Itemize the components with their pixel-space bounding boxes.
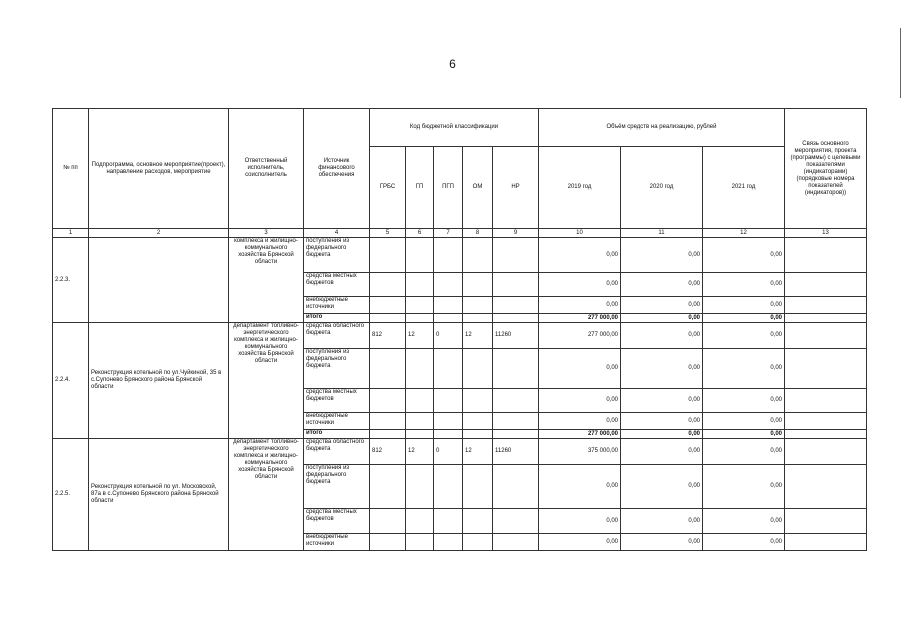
amount-2020: 0,00 [621,314,703,323]
code-grbs [370,465,406,509]
amount-2020: 0,00 [621,413,703,430]
code-gp [406,430,434,439]
indicator-link [785,314,867,323]
item-number: 2.2.5. [53,439,89,551]
header-grbs: ГРБС [370,147,406,229]
code-om [463,314,493,323]
amount-2019: 277 000,00 [539,430,621,439]
code-pgp [434,349,463,389]
code-om [463,389,493,413]
amount-2021: 0,00 [703,349,785,389]
amount-2021: 0,00 [703,430,785,439]
funding-source: итого [304,314,370,323]
indicator-link [785,413,867,430]
header-program: Подпрограмма, основное мероприятие(проект), направление расходов, мероприятие [89,109,229,229]
table-header [53,109,867,238]
responsible-executor: департамент топливно-энергетического комплекса и жилищно-коммунального хозяйства Брянской области [229,323,304,439]
amount-2021: 0,00 [703,314,785,323]
code-pgp [434,238,463,273]
code-nr: 11260 [493,439,539,465]
indicator-link [785,323,867,349]
code-nr [493,465,539,509]
amount-2019: 277 000,00 [539,323,621,349]
amount-2021: 0,00 [703,297,785,314]
table-row [53,439,867,465]
code-om [463,509,493,534]
amount-2021: 0,00 [703,413,785,430]
amount-2019: 0,00 [539,413,621,430]
code-nr [493,509,539,534]
code-om [463,465,493,509]
funding-source: средства областного бюджета [304,323,370,349]
funding-source: внебюджетные источники [304,297,370,314]
amount-2021: 0,00 [703,273,785,297]
code-grbs [370,534,406,551]
code-nr [493,413,539,430]
indicator-link [785,389,867,413]
program-name [89,238,229,323]
code-nr [493,297,539,314]
code-grbs: 812 [370,323,406,349]
amount-2021: 0,00 [703,534,785,551]
code-nr [493,430,539,439]
amount-2021: 0,00 [703,509,785,534]
table-row [53,323,867,349]
header-executor: Ответственный исполнитель, соисполнитель [229,109,304,229]
column-number: 11 [621,229,703,238]
code-pgp [434,297,463,314]
header-source: Источник финансового обеспечения [304,109,370,229]
table-row [53,238,867,273]
amount-2020: 0,00 [621,509,703,534]
column-number: 12 [703,229,785,238]
code-nr [493,389,539,413]
funding-source: итого [304,430,370,439]
amount-2020: 0,00 [621,389,703,413]
amount-2019: 0,00 [539,509,621,534]
header-gp: ГП [406,147,434,229]
code-om [463,413,493,430]
code-om: 12 [463,439,493,465]
code-grbs [370,430,406,439]
code-pgp [434,413,463,430]
code-grbs [370,413,406,430]
funding-source: внебюджетные источники [304,534,370,551]
code-pgp [434,389,463,413]
code-grbs [370,389,406,413]
code-nr [493,273,539,297]
amount-2020: 0,00 [621,323,703,349]
program-name: Реконструкция котельной по ул. Московской, 87а в с.Супонево Брянского района Брянской области [89,439,229,551]
code-grbs [370,509,406,534]
amount-2020: 0,00 [621,238,703,273]
code-pgp [434,465,463,509]
amount-2019: 0,00 [539,389,621,413]
header-funding: Объём средств на реализацию, рублей [539,109,785,147]
code-grbs [370,238,406,273]
code-grbs [370,314,406,323]
amount-2021: 0,00 [703,238,785,273]
funding-source: поступления из федерального бюджета [304,349,370,389]
column-number: 8 [463,229,493,238]
column-number: 1 [53,229,89,238]
code-om [463,273,493,297]
amount-2020: 0,00 [621,297,703,314]
header-no: № пп [53,109,89,229]
funding-source: средства местных бюджетов [304,509,370,534]
item-number: 2.2.4. [53,323,89,439]
indicator-link [785,349,867,389]
amount-2019: 0,00 [539,238,621,273]
funding-source: поступления из федерального бюджета [304,238,370,273]
code-pgp [434,314,463,323]
code-om [463,534,493,551]
amount-2019: 0,00 [539,534,621,551]
code-gp [406,534,434,551]
funding-source: внебюджетные источники [304,413,370,430]
code-gp [406,297,434,314]
code-gp [406,314,434,323]
page-number: 6 [449,57,456,71]
code-grbs [370,349,406,389]
column-number: 3 [229,229,304,238]
code-nr [493,314,539,323]
indicator-link [785,534,867,551]
budget-table [52,108,867,551]
indicator-link [785,439,867,465]
column-number: 6 [406,229,434,238]
code-gp [406,509,434,534]
code-grbs [370,273,406,297]
amount-2020: 0,00 [621,439,703,465]
code-pgp [434,273,463,297]
header-om: ОМ [463,147,493,229]
header-pgp: ПГП [434,147,463,229]
column-number: 7 [434,229,463,238]
funding-source: средства местных бюджетов [304,273,370,297]
amount-2019: 277 000,00 [539,314,621,323]
amount-2020: 0,00 [621,534,703,551]
header-link: Связь основного мероприятия, проекта (программы) с целевыми показателями (индикаторами) (порядковые номера показателей (индикаторов)) [785,109,867,229]
code-gp [406,389,434,413]
page-edge-line [900,28,901,98]
column-number: 9 [493,229,539,238]
indicator-link [785,273,867,297]
code-gp: 12 [406,323,434,349]
code-nr: 11260 [493,323,539,349]
code-grbs [370,297,406,314]
code-grbs: 812 [370,439,406,465]
header-nr: НР [493,147,539,229]
column-number: 5 [370,229,406,238]
indicator-link [785,509,867,534]
program-name: Реконструкция котельной по ул.Чуйкиной, 35 в с.Супонево Брянского района Брянской области [89,323,229,439]
code-gp [406,349,434,389]
amount-2020: 0,00 [621,430,703,439]
header-2019: 2019 год [539,147,621,229]
code-gp: 12 [406,439,434,465]
item-number: 2.2.3. [53,238,89,323]
amount-2020: 0,00 [621,273,703,297]
indicator-link [785,238,867,273]
column-number: 4 [304,229,370,238]
indicator-link [785,465,867,509]
code-om [463,297,493,314]
amount-2019: 0,00 [539,297,621,314]
column-number: 2 [89,229,229,238]
code-om: 12 [463,323,493,349]
code-gp [406,273,434,297]
responsible-executor: комплекса и жилищно-коммунального хозяйства Брянской области [229,238,304,323]
column-number-row [53,229,867,238]
funding-source: средства местных бюджетов [304,389,370,413]
amount-2020: 0,00 [621,349,703,389]
code-pgp [434,430,463,439]
code-nr [493,534,539,551]
code-pgp [434,509,463,534]
amount-2019: 0,00 [539,465,621,509]
amount-2020: 0,00 [621,465,703,509]
code-gp [406,413,434,430]
funding-source: средства областного бюджета [304,439,370,465]
code-pgp [434,534,463,551]
code-pgp: 0 [434,323,463,349]
amount-2019: 0,00 [539,349,621,389]
code-gp [406,238,434,273]
table-body [53,238,867,551]
code-om [463,238,493,273]
code-nr [493,238,539,273]
header-2021: 2021 год [703,147,785,229]
code-pgp: 0 [434,439,463,465]
column-number: 13 [785,229,867,238]
header-2020: 2020 год [621,147,703,229]
amount-2021: 0,00 [703,465,785,509]
amount-2019: 0,00 [539,273,621,297]
header-budget-code: Код бюджетной классификации [370,109,539,147]
code-gp [406,465,434,509]
funding-source: поступления из федерального бюджета [304,465,370,509]
amount-2021: 0,00 [703,439,785,465]
responsible-executor: департамент топливно-энергетического комплекса и жилищно-коммунального хозяйства Брянской области [229,439,304,551]
indicator-link [785,430,867,439]
amount-2021: 0,00 [703,323,785,349]
code-nr [493,349,539,389]
column-number: 10 [539,229,621,238]
indicator-link [785,297,867,314]
code-om [463,430,493,439]
amount-2019: 375 000,00 [539,439,621,465]
amount-2021: 0,00 [703,389,785,413]
code-om [463,349,493,389]
